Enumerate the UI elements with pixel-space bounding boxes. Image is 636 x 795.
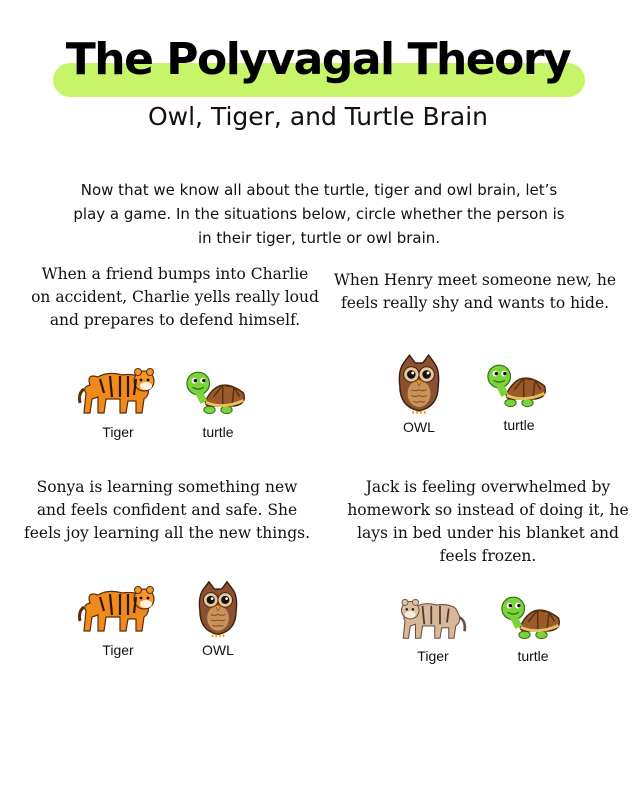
option-tiger[interactable] bbox=[383, 588, 483, 664]
option-tiger[interactable] bbox=[68, 362, 168, 440]
page-subtitle: Owl, Tiger, and Turtle Brain bbox=[147, 102, 489, 131]
tiger-icon bbox=[78, 362, 158, 420]
option-label: OWL bbox=[403, 419, 435, 435]
option-owl[interactable] bbox=[369, 353, 469, 435]
owl-icon bbox=[396, 353, 442, 415]
scenario-1-options bbox=[68, 362, 268, 440]
scenario-card-1 bbox=[30, 263, 320, 332]
scenario-text: When Henry meet someone new, he feels really shy and wants to hide. bbox=[333, 271, 617, 312]
option-tiger[interactable] bbox=[68, 580, 168, 658]
turtle-icon bbox=[486, 355, 552, 413]
scenario-card-3 bbox=[22, 476, 312, 545]
owl-icon bbox=[195, 580, 241, 638]
option-turtle[interactable] bbox=[483, 588, 583, 664]
page-title: The Polyvagal Theory bbox=[65, 34, 571, 85]
option-owl[interactable] bbox=[168, 580, 268, 658]
option-turtle[interactable] bbox=[469, 353, 569, 435]
scenario-4-options bbox=[383, 588, 583, 664]
option-label: Tiger bbox=[102, 424, 134, 440]
option-label: OWL bbox=[202, 642, 234, 658]
intro-text: Now that we know all about the turtle, tiger and owl brain, let’s play a game. In the situations below, circle whether the person is in their tiger, turtle or owl brain. bbox=[73, 181, 565, 247]
turtle-icon bbox=[500, 588, 566, 644]
scenario-text: Sonya is learning something new and feels confident and safe. She feels joy learning all the new things. bbox=[24, 478, 310, 542]
option-label: Tiger bbox=[417, 648, 449, 664]
option-label: turtle bbox=[202, 424, 234, 440]
scenario-card-2 bbox=[330, 269, 620, 315]
option-label: turtle bbox=[517, 648, 549, 664]
option-label: Tiger bbox=[102, 642, 134, 658]
pale-tiger-icon bbox=[398, 594, 468, 644]
scenario-text: When a friend bumps into Charlie on accident, Charlie yells really loud and prepares to defend himself. bbox=[31, 265, 319, 329]
turtle-icon bbox=[185, 362, 251, 420]
option-label: turtle bbox=[503, 417, 535, 433]
scenario-2-options bbox=[369, 353, 569, 435]
scenario-text: Jack is feeling overwhelmed by homework so instead of doing it, he lays in bed under his blanket and feels frozen. bbox=[347, 478, 629, 565]
scenario-card-4 bbox=[343, 476, 633, 568]
title-block bbox=[0, 26, 636, 106]
tiger-icon bbox=[78, 580, 158, 638]
scenario-3-options bbox=[68, 580, 268, 658]
option-turtle[interactable] bbox=[168, 362, 268, 440]
